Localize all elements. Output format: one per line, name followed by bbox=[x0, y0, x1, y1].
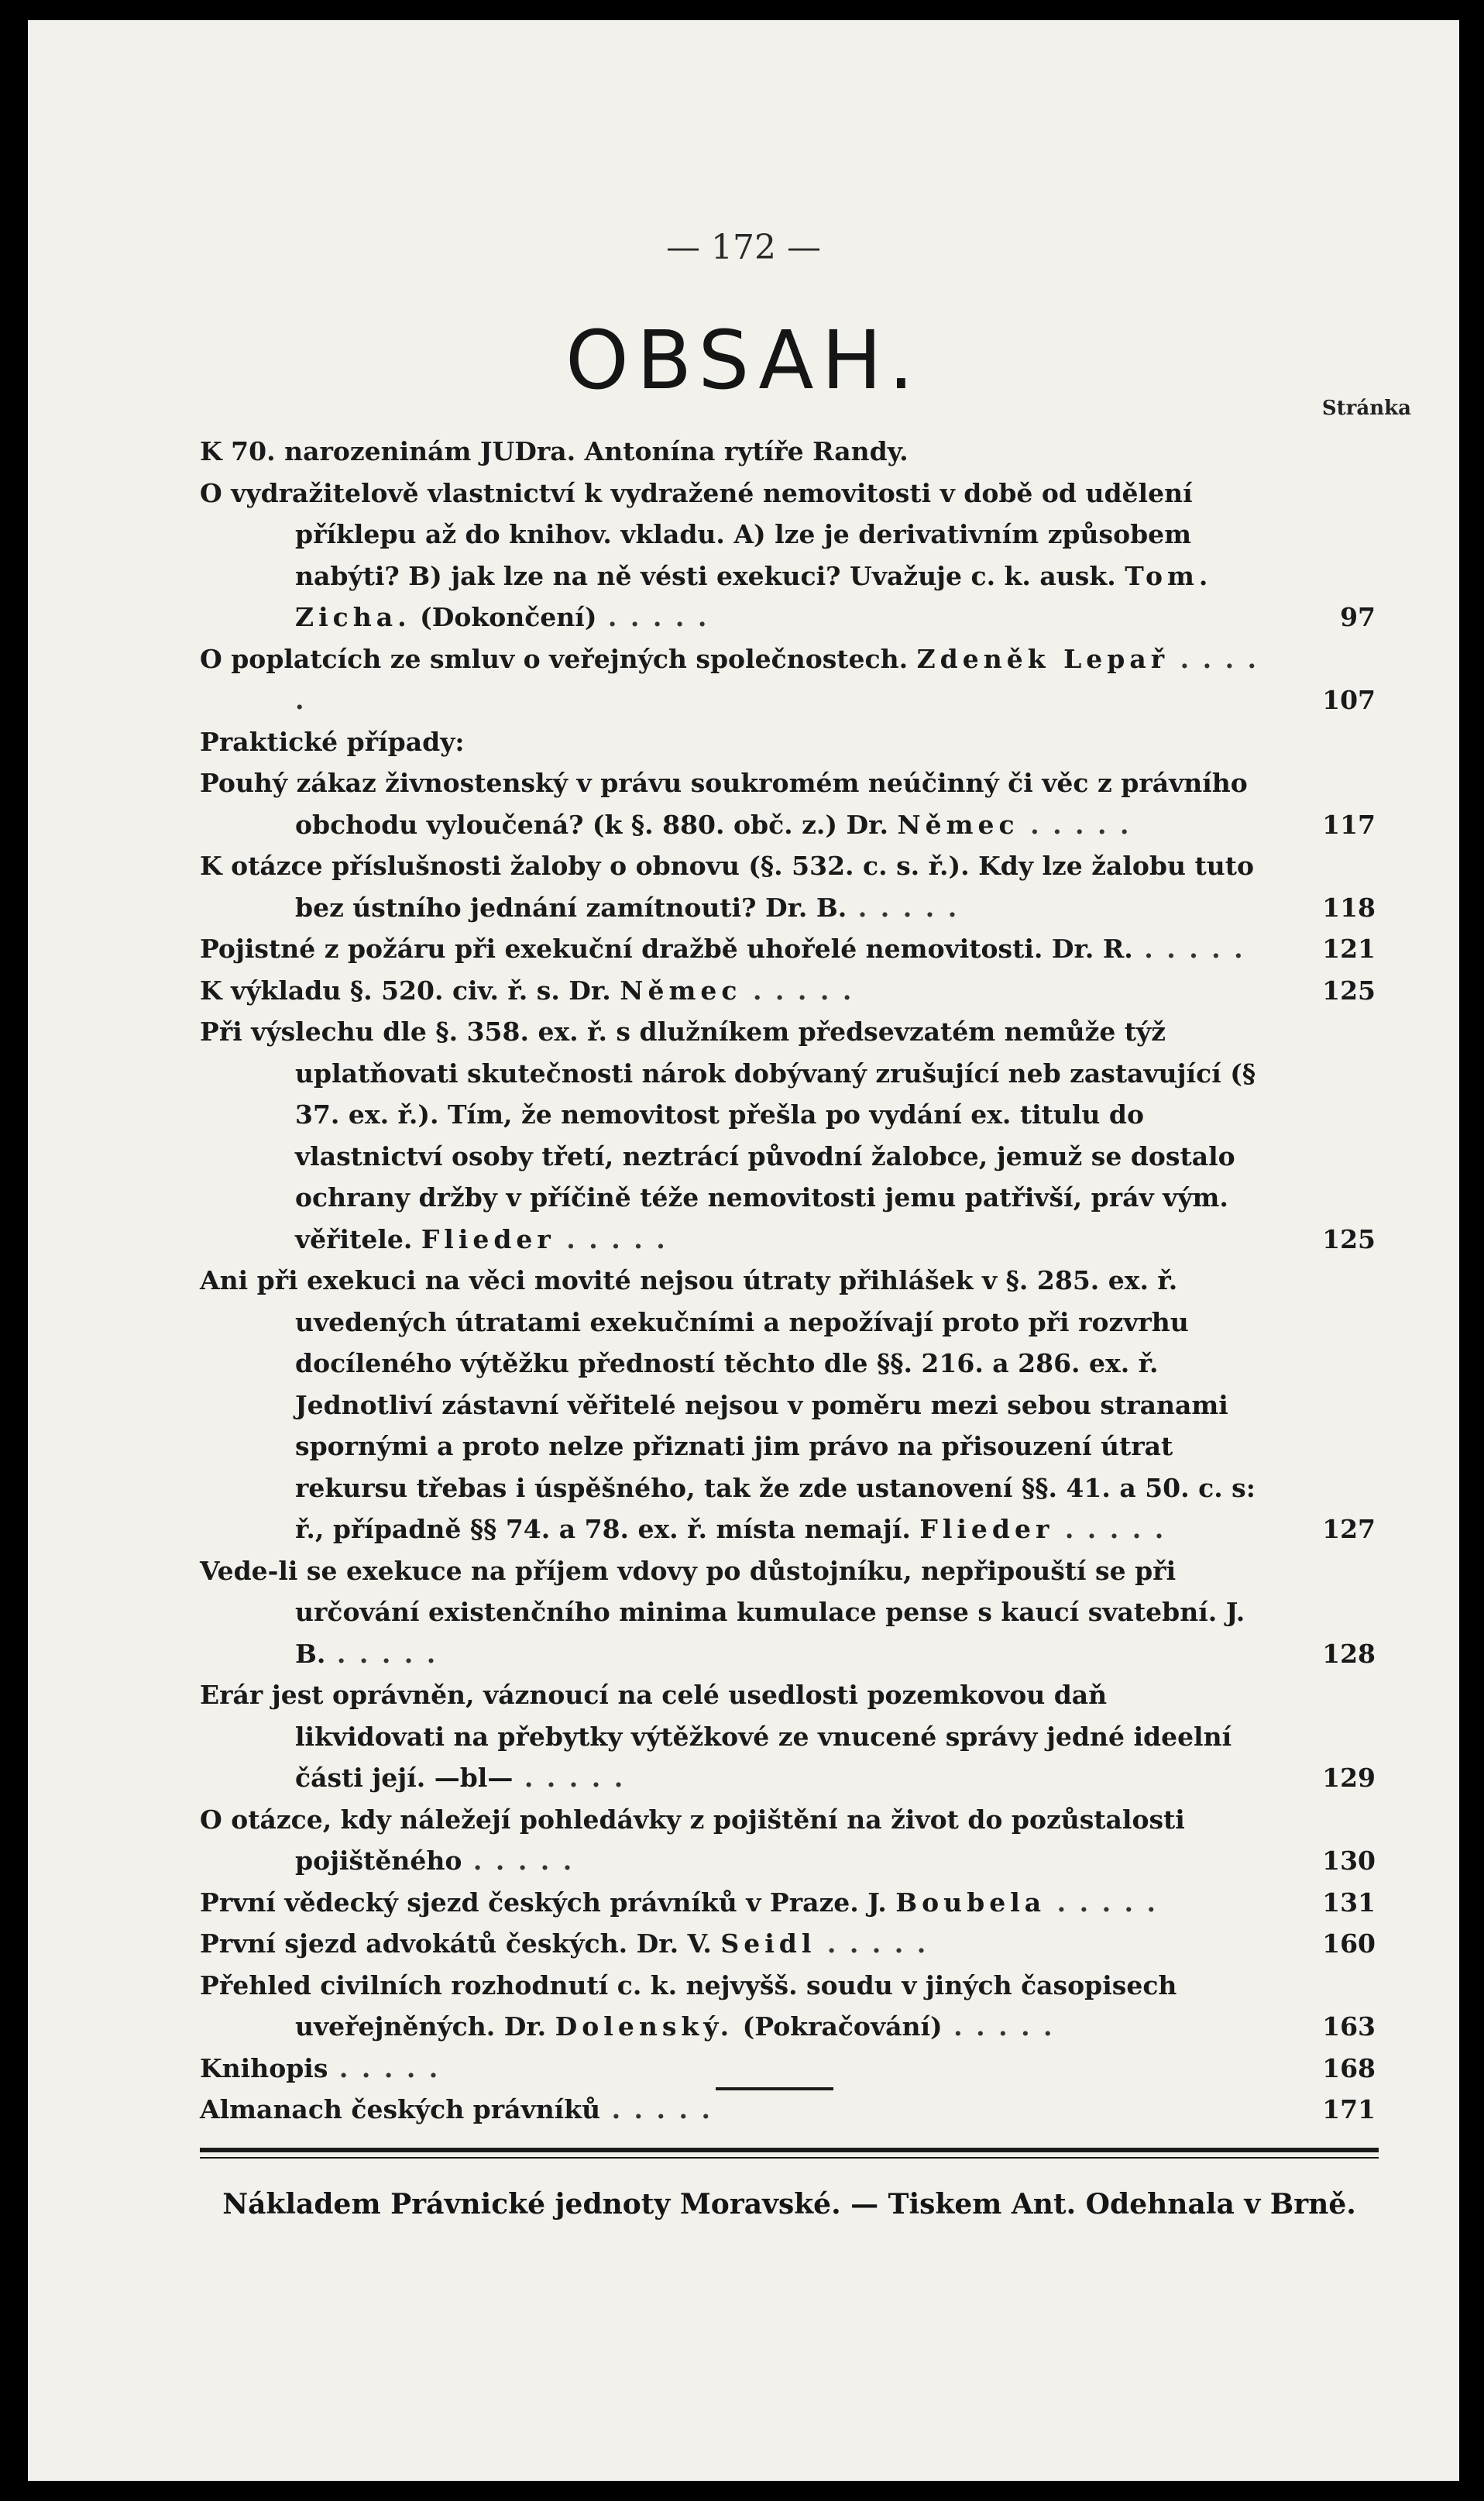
leader-dots: . . . . . bbox=[328, 2052, 441, 2083]
toc-entry-title: První sjezd advokátů českých. Dr. V. bbox=[200, 1928, 712, 1959]
leader-dots: . . . . . bbox=[462, 1846, 575, 1876]
toc-entry bbox=[200, 1965, 1376, 2048]
toc-entry bbox=[200, 762, 1376, 845]
leader-dots: . . . . . bbox=[1046, 1887, 1159, 1918]
footer-rule-thin bbox=[200, 2157, 1379, 2159]
toc-entry-page-number: 117 bbox=[1322, 809, 1376, 840]
toc-entry-title: Praktické případy: bbox=[200, 726, 465, 757]
leader-dots: . . . . . bbox=[741, 975, 854, 1006]
toc-entry-title: K otázce příslušnosti žaloby o obnovu (§. 532. c. s. ř.). Kdy lze žalobu tuto bez ústního jednání zamítnouti? Dr. B. bbox=[200, 851, 1254, 923]
toc-entry-title: Pouhý zákaz živnostenský v právu soukromém neúčinný či věc z právního obchodu vyloučená? (k §. 880. obč. z.) Dr. bbox=[200, 768, 1248, 840]
toc-entry-note: (Pokračování) bbox=[742, 2011, 943, 2042]
toc-entry bbox=[200, 845, 1376, 928]
toc-entry bbox=[200, 2048, 1376, 2090]
leader-dots: . . . . . bbox=[1132, 934, 1245, 964]
table-of-contents bbox=[200, 431, 1376, 2131]
toc-entry bbox=[200, 1011, 1376, 1260]
toc-entry-title: Vede-li se exekuce na příjem vdovy po důstojníku, nepřipouští se při určování existenčního minima kumulace pense s kaucí svatební. J. B. bbox=[200, 1555, 1245, 1669]
toc-entry-title: Erár jest oprávněn, váznoucí na celé usedlosti pozemkovou daň likvidovati na přebytky výtěžkové ze vnucené správy jedné ideelní části její. —bl— bbox=[200, 1680, 1232, 1793]
toc-entry-page-number: 129 bbox=[1322, 1763, 1376, 1793]
toc-entry-title: O otázce, kdy náležejí pohledávky z pojištění na život do pozůstalosti pojištěného bbox=[200, 1804, 1185, 1876]
toc-entry-note: (Dokončení) bbox=[420, 602, 597, 632]
toc-entry-page-number: 127 bbox=[1322, 1514, 1376, 1544]
toc-entry-page-number: 125 bbox=[1322, 1223, 1376, 1254]
toc-entry-title: K výkladu §. 520. civ. ř. s. Dr. bbox=[200, 975, 611, 1006]
toc-entry bbox=[200, 2089, 1376, 2131]
leader-dots: . . . . . bbox=[847, 892, 960, 923]
toc-entry-page-number: 121 bbox=[1322, 934, 1376, 964]
toc-entry bbox=[200, 928, 1376, 970]
toc-entry-author: Tom. Zicha. bbox=[295, 560, 1213, 632]
leader-dots: . . . . . bbox=[942, 2011, 1055, 2042]
toc-entry-author: Dolenský. bbox=[555, 2011, 734, 2042]
leader-dots: . . . . . bbox=[1053, 1514, 1166, 1544]
toc-entry-title: O poplatcích ze smluv o veřejných společnostech. bbox=[200, 643, 909, 674]
toc-entry bbox=[200, 1674, 1376, 1799]
toc-entry-author: Zdeněk Lepař bbox=[916, 643, 1170, 674]
toc-entry-page-number: 118 bbox=[1322, 892, 1376, 923]
toc-entry-page-number: 168 bbox=[1322, 2052, 1376, 2083]
toc-entry bbox=[200, 1923, 1376, 1965]
toc-entry bbox=[200, 1799, 1376, 1882]
toc-entry bbox=[200, 1882, 1376, 1924]
toc-entry-author: Němec bbox=[620, 975, 742, 1006]
leader-dots: . . . . . bbox=[1019, 809, 1132, 840]
toc-entry-title: Ani při exekuci na věci movité nejsou útraty přihlášek v §. 285. ex. ř. uvedených útratami exekučními a nepožívají proto při rozvrhu docíleného výtěžku předností těchto dle §§. 216. a 286. ex. ř. Jednotliví zástavní věřitelé nejsou v poměru mezi sebou stranami spornými a proto nelze přiznati jim právo na přisouzení útrat rekursu třebas i úspěšného, tak že zde ustanovení §§. 41. a 50. c. s: ř., případně §§ 74. a 78. ex. ř. místa nemají. bbox=[200, 1265, 1256, 1544]
toc-entry bbox=[200, 1550, 1376, 1675]
leader-dots: . . . . . bbox=[555, 1223, 668, 1254]
toc-entry-page-number: 160 bbox=[1322, 1928, 1376, 1959]
page-number: — 172 — bbox=[666, 228, 821, 267]
leader-dots: . . . . . bbox=[325, 1638, 438, 1669]
toc-entry bbox=[200, 721, 1376, 763]
publisher-imprint: Nákladem Právnické jednoty Moravské. — Tiskem Ant. Odehnala v Brně. bbox=[222, 2188, 1356, 2221]
leader-dots: . . . . . bbox=[600, 2094, 713, 2124]
toc-entry-page-number: 171 bbox=[1322, 2094, 1376, 2124]
toc-entry-title: Knihopis bbox=[200, 2052, 328, 2083]
toc-entry-title: První vědecký sjezd českých právníků v Praze. J. bbox=[200, 1887, 887, 1918]
page-title: OBSAH. bbox=[565, 313, 922, 408]
toc-entry bbox=[200, 473, 1376, 638]
toc-entry-page-number: 128 bbox=[1322, 1638, 1376, 1669]
toc-entry-title: K 70. narozeninám JUDra. Antonína rytíře Randy. bbox=[200, 436, 909, 466]
page-sheet bbox=[28, 20, 1459, 2481]
toc-entry-title: Almanach českých právníků bbox=[200, 2094, 601, 2124]
toc-entry-author: Boubela bbox=[895, 1887, 1046, 1918]
toc-entry-title: Přehled civilních rozhodnutí c. k. nejvyšš. soudu v jiných časopisech uveřejněných. Dr. bbox=[200, 1969, 1177, 2042]
toc-entry-page-number: 163 bbox=[1322, 2011, 1376, 2042]
footer-rule-thick bbox=[200, 2148, 1379, 2152]
short-divider bbox=[716, 2087, 833, 2090]
column-header-page: Stránka bbox=[1321, 397, 1411, 420]
toc-entry-page-number: 131 bbox=[1322, 1887, 1376, 1918]
toc-entry bbox=[200, 970, 1376, 1012]
toc-entry-title: O vydražitelově vlastnictví k vydražené nemovitosti v době od udělení příklepu až do knihov. vkladu. A) lze je derivativním způsobem nabýti? B) jak lze na ně vésti exekuci? Uvažuje c. k. ausk. bbox=[200, 477, 1193, 591]
toc-entry-title: Pojistné z požáru při exekuční dražbě uhořelé nemovitosti. Dr. R. bbox=[200, 934, 1133, 964]
toc-entry-page-number: 97 bbox=[1340, 602, 1376, 632]
toc-entry-author: Flieder bbox=[919, 1514, 1054, 1544]
leader-dots: . . . . . bbox=[295, 643, 1259, 715]
toc-entry-page-number: 107 bbox=[1322, 685, 1376, 715]
toc-entry-author: Němec bbox=[897, 809, 1019, 840]
toc-entry-author: Seidl bbox=[720, 1928, 816, 1959]
toc-entry bbox=[200, 431, 1376, 473]
leader-dots: . . . . . bbox=[596, 602, 709, 632]
leader-dots: . . . . . bbox=[816, 1928, 929, 1959]
toc-entry bbox=[200, 638, 1376, 721]
leader-dots: . . . . . bbox=[513, 1763, 626, 1793]
toc-entry bbox=[200, 1260, 1376, 1550]
toc-entry-page-number: 130 bbox=[1322, 1846, 1376, 1876]
toc-entry-title: Při výslechu dle §. 358. ex. ř. s dlužníkem předsevzatém nemůže týž uplatňovati skutečnosti nárok dobývaný zrušující neb zastavující (§ 37. ex. ř.). Tím, že nemovitost přešla po vydání ex. titulu do vlastnictví osoby třetí, neztrácí původní žalobce, jemuž se dostalo ochrany držby v příčině téže nemovitosti jemu patřivší, práv vým. věřitele. bbox=[200, 1017, 1256, 1254]
toc-entry-page-number: 125 bbox=[1322, 975, 1376, 1006]
toc-entry-author: Flieder bbox=[421, 1223, 555, 1254]
